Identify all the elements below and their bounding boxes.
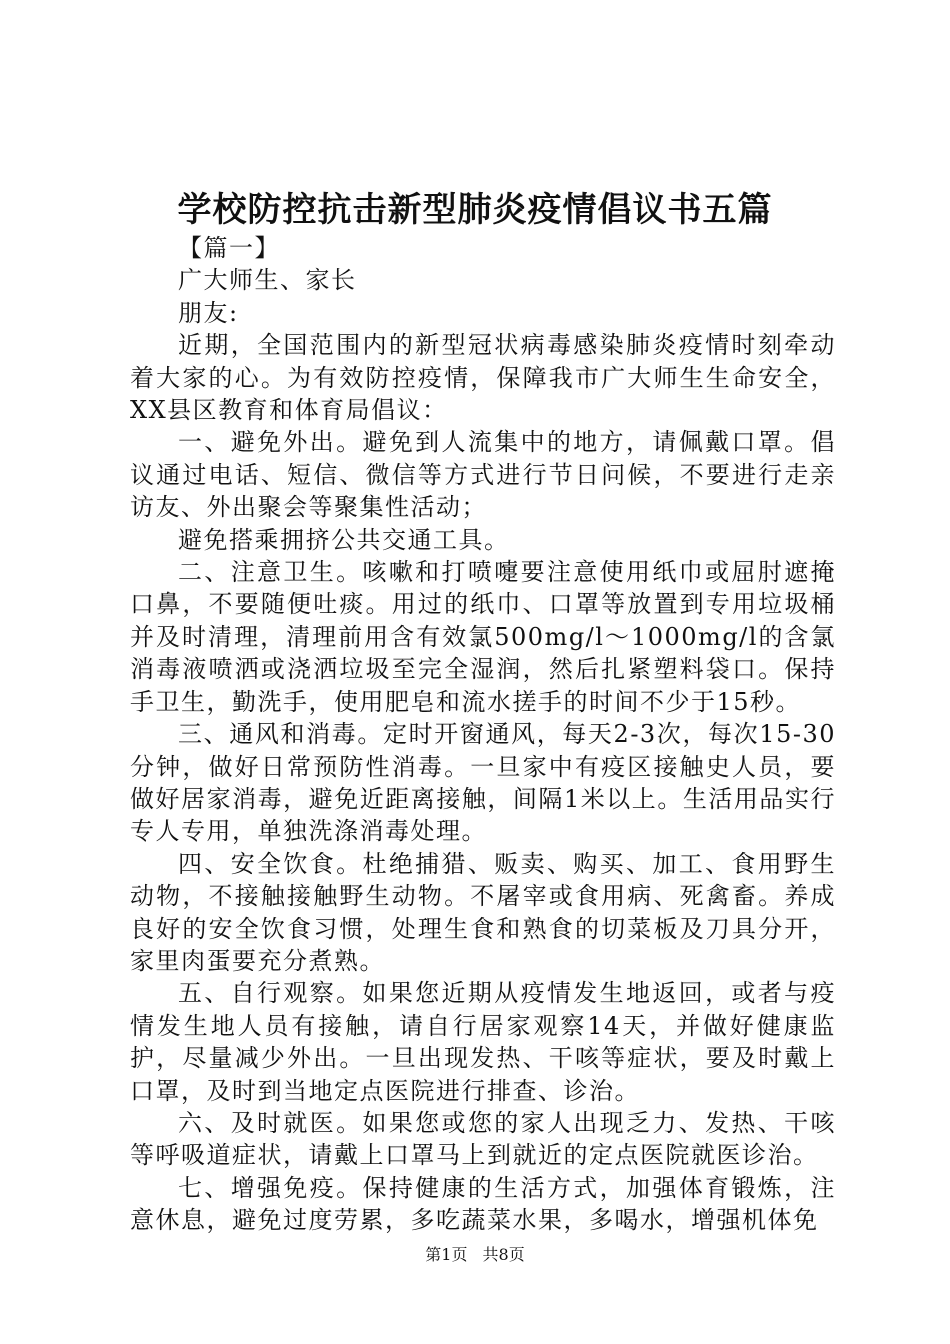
item-1-paragraph: 一、避免外出。避免到人流集中的地方，请佩戴口罩。倡议通过电话、短信、微信等方式进行节日问候，不要进行走亲访友、外出聚会等聚集性活动； bbox=[130, 428, 836, 522]
item-4-paragraph: 四、安全饮食。杜绝捕猎、贩卖、购买、加工、食用野生动物，不接触接触野生动物。不屠宰或食用病、死禽畜。养成良好的安全饮食习惯，处理生食和熟食的切菜板及刀具分开，家里肉蛋要充分煮熟。 bbox=[130, 849, 836, 975]
document-body bbox=[130, 232, 836, 1237]
page-total: 共8页 bbox=[482, 1245, 525, 1264]
item-5-paragraph: 五、自行观察。如果您近期从疫情发生地返回，或者与疫情发生地人员有接触，请自行居家观察14天，并做好健康监护，尽量减少外出。一旦出现发热、干咳等症状，要及时戴上口罩，及时到当地定点医院进行排查、诊治。 bbox=[130, 979, 836, 1105]
item-2-paragraph: 二、注意卫生。咳嗽和打喷嚏要注意使用纸巾或屈肘遮掩口鼻，不要随便吐痰。用过的纸巾、口罩等放置到专用垃圾桶并及时清理，清理前用含有效氯500mg/l～1000mg/l的含氯消毒液喷洒或浇洒垃圾至完全湿润，然后扎紧塑料袋口。保持手卫生，勤洗手，使用肥皂和流水搓手的时间不少于15秒。 bbox=[130, 558, 836, 716]
intro-paragraph: 近期，全国范围内的新型冠状病毒感染肺炎疫情时刻牵动着大家的心。为有效防控疫情，保障我市广大师生生命安全，XX县区教育和体育局倡议： bbox=[130, 331, 836, 425]
item-1-continued: 避免搭乘拥挤公共交通工具。 bbox=[178, 525, 510, 554]
section-heading: 【篇一】 bbox=[178, 234, 280, 262]
page-footer bbox=[0, 1244, 950, 1266]
salutation-line-2: 朋友: bbox=[178, 298, 239, 327]
page-number: 第1页 bbox=[425, 1245, 468, 1264]
item-3-paragraph: 三、通风和消毒。定时开窗通风，每天2-3次，每次15-30分钟，做好日常预防性消毒。一旦家中有疫区接触史人员，要做好居家消毒，避免近距离接触，间隔1米以上。生活用品实行专人专用，单独洗涤消毒处理。 bbox=[130, 720, 836, 846]
item-7-paragraph: 七、增强免疫。保持健康的生活方式，加强体育锻炼，注意休息，避免过度劳累，多吃蔬菜水果，多喝水，增强机体免 bbox=[130, 1173, 836, 1235]
item-6-paragraph: 六、及时就医。如果您或您的家人出现乏力、发热、干咳等呼吸道症状，请戴上口罩马上到就近的定点医院就医诊治。 bbox=[130, 1108, 836, 1170]
salutation-line-1: 广大师生、家长 bbox=[178, 266, 357, 295]
document-title: 学校防控抗击新型肺炎疫情倡议书五篇 bbox=[177, 190, 773, 230]
